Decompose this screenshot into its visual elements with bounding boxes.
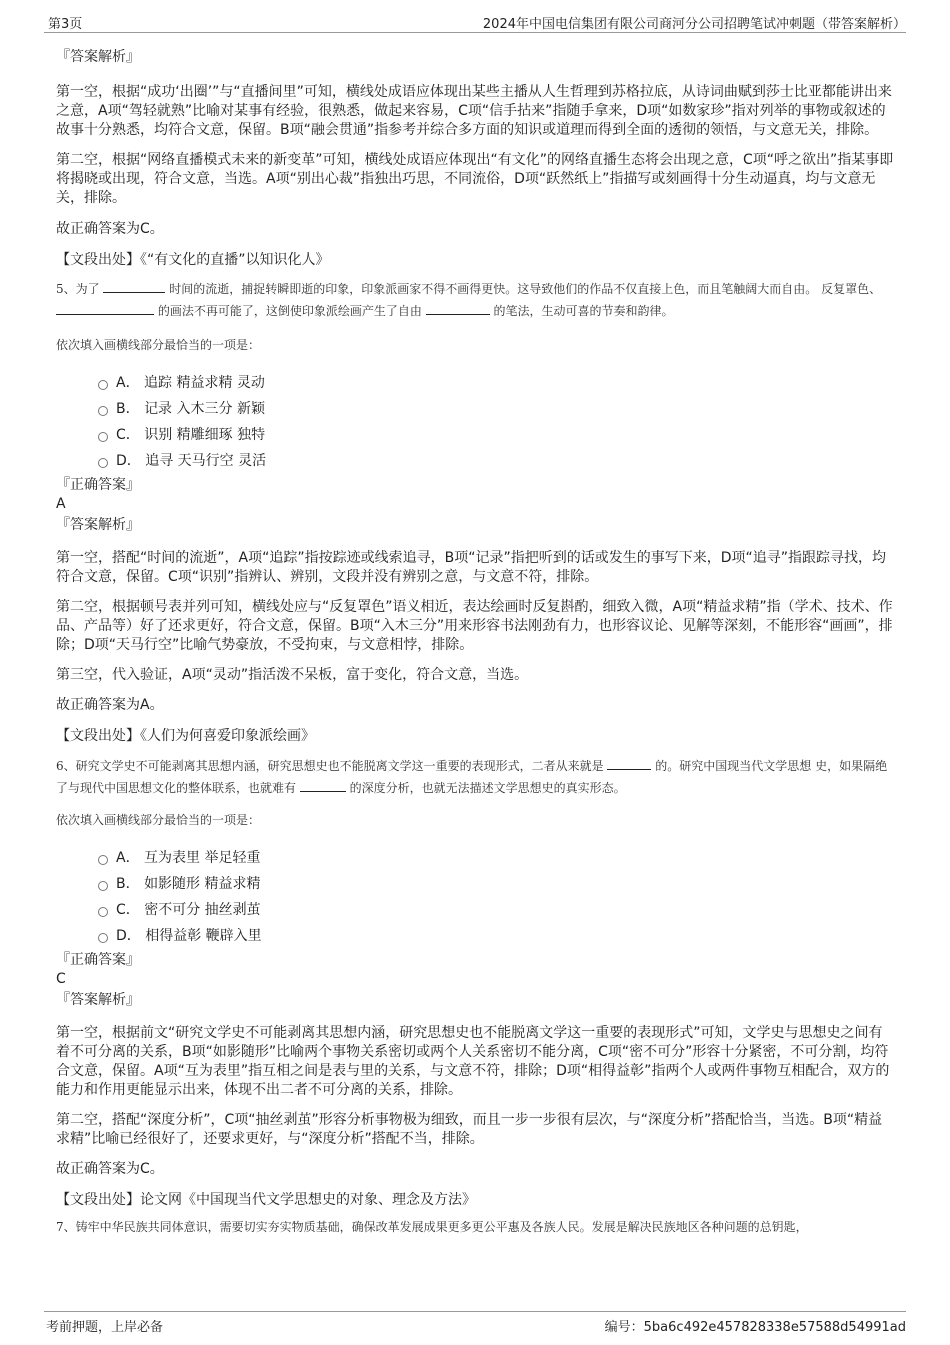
question-stem: 6、研究文学史不可能剥离其思想内涵，研究思想史也不能脱离文学这一重要的表现形式，二者从来就是 的。研究中国现当代文学思想 史，如果隔绝了与现代中国思想文化的整体联系，也就难有 的深度分析，也就无法描述文学思想史的真实形态。 bbox=[56, 755, 896, 799]
option-a[interactable]: A． 追踪 精益求精 灵动 bbox=[56, 370, 896, 396]
page-header bbox=[44, 10, 906, 33]
question-stem: 7、铸牢中华民族共同体意识，需要切实夯实物质基础，确保改革发展成果更多更公平惠及各族人民。发展是解决民族地区各种问题的总钥匙， bbox=[56, 1220, 808, 1234]
document-code: 编号：5ba6c492e457828338e57588d54991ad bbox=[604, 1320, 906, 1335]
correct-answer-label: 『正确答案』 bbox=[56, 952, 140, 968]
correct-answer: C bbox=[56, 971, 66, 987]
answer-conclusion: 故正确答案为C。 bbox=[56, 1161, 164, 1177]
source-citation: 【文段出处】《人们为何喜爱印象派绘画》 bbox=[56, 728, 315, 744]
question-prompt: 依次填入画横线部分最恰当的一项是： bbox=[56, 813, 261, 827]
fill-blank bbox=[607, 756, 651, 770]
page-footer bbox=[44, 1311, 906, 1334]
fill-blank bbox=[56, 301, 154, 315]
radio-icon[interactable] bbox=[98, 907, 108, 917]
option-d[interactable]: D． 追寻 天马行空 灵活 bbox=[56, 448, 896, 474]
analysis-paragraph: 第二空，根据顿号表并列可知，横线处应与“反复罩色”语义相近，表达绘画时反复斟酌，细致入微，A项“精益求精”指（学术、技术、作品、产品等）好了还求更好，符合文意，保留。B项“入木三分”用来形容书法刚劲有力，也形容议论、见解等深刻，不能形容“画画”，排除；D项“天马行空”比喻气势豪放，不受拘束，与文意相悖，排除。 bbox=[56, 599, 893, 653]
option-d[interactable]: D． 相得益彰 鞭辟入里 bbox=[56, 923, 896, 949]
source-citation: 【文段出处】论文网《中国现当代文学思想史的对象、理念及方法》 bbox=[56, 1192, 476, 1208]
radio-icon[interactable] bbox=[98, 933, 108, 943]
radio-icon[interactable] bbox=[98, 432, 108, 442]
fill-blank bbox=[300, 778, 346, 792]
radio-icon[interactable] bbox=[98, 380, 108, 390]
option-list bbox=[56, 845, 896, 949]
footer-slogan: 考前押题，上岸必备 bbox=[46, 1320, 164, 1335]
analysis-paragraph: 第一空，根据前文“研究文学史不可能剥离其思想内涵，研究思想史也不能脱离文学这一重要的表现形式”可知，文学史与思想史之间有着不可分离的关系，B项“如影随形”比喻两个事物关系密切或两个人关系密切不能分离，C项“密不可分”形容十分紧密，不可分割，均符合文意，保留。A项“互为表里”指互相之间是表与里的关系，与文意不符，排除；D项“相得益彰”指两个人或两件事物互相配合，双方的能力和作用更能显示出来，体现不出二者不可分离的关系，排除。 bbox=[56, 1025, 890, 1098]
analysis-label: 『答案解析』 bbox=[56, 992, 140, 1008]
radio-icon[interactable] bbox=[98, 881, 108, 891]
document-title: 2024年中国电信集团有限公司商河分公司招聘笔试冲刺题（带答案解析） bbox=[482, 17, 906, 32]
question-prompt: 依次填入画横线部分最恰当的一项是： bbox=[56, 338, 261, 352]
fill-blank bbox=[426, 301, 490, 315]
analysis-paragraph: 第二空，搭配“深度分析”，C项“抽丝剥茧”形容分析事物极为细致，而且一步一步很有层次，与“深度分析”搭配恰当，当选。B项“精益求精”比喻已经很好了，还要求更好，与“深度分析”搭配不当，排除。 bbox=[56, 1112, 883, 1147]
radio-icon[interactable] bbox=[98, 855, 108, 865]
page-number: 第3页 bbox=[48, 17, 83, 32]
radio-icon[interactable] bbox=[98, 458, 108, 468]
answer-conclusion: 故正确答案为A。 bbox=[56, 697, 164, 713]
correct-answer-label: 『正确答案』 bbox=[56, 477, 140, 493]
analysis-paragraph: 第二空，根据“网络直播模式未来的新变革”可知，横线处成语应体现出“有文化”的网络直播生态将会出现之意，C项“呼之欲出”指某事即将揭晓或出现，符合文意，当选。A项“别出心裁”指独出巧思，不同流俗，D项“跃然纸上”指描写或刻画得十分生动逼真，均与文意无关，排除。 bbox=[56, 152, 894, 206]
analysis-label: 『答案解析』 bbox=[56, 517, 140, 533]
answer-conclusion: 故正确答案为C。 bbox=[56, 221, 164, 237]
option-c[interactable]: C． 识别 精雕细琢 独特 bbox=[56, 422, 896, 448]
fill-blank bbox=[103, 279, 165, 293]
source-citation: 【文段出处】《“有文化的直播”以知识化人》 bbox=[56, 252, 330, 268]
option-b[interactable]: B． 记录 入木三分 新颖 bbox=[56, 396, 896, 422]
analysis-label: 『答案解析』 bbox=[56, 49, 140, 65]
correct-answer: A bbox=[56, 496, 66, 512]
radio-icon[interactable] bbox=[98, 406, 108, 416]
analysis-paragraph: 第三空，代入验证，A项“灵动”指活泼不呆板，富于变化，符合文意，当选。 bbox=[56, 667, 529, 683]
analysis-paragraph: 第一空，搭配“时间的流逝”，A项“追踪”指按踪迹或线索追寻，B项“记录”指把听到的话或发生的事写下来，D项“追寻”指跟踪寻找，均符合文意，保留。C项“识别”指辨认、辨别，文段并没有辨别之意，与文意不符，排除。 bbox=[56, 550, 886, 585]
option-a[interactable]: A． 互为表里 举足轻重 bbox=[56, 845, 896, 871]
analysis-paragraph: 第一空，根据“成功‘出圈’”与“直播间里”可知，横线处成语应体现出某些主播从人生哲理到苏格拉底，从诗词曲赋到莎士比亚都能讲出来之意，A项“驾轻就熟”比喻对某事有经验，很熟悉，做起来容易，C项“信手拈来”指随手拿来，D项“如数家珍”指对列举的事物或叙述的故事十分熟悉，均符合文意，保留。B项“融会贯通”指参考并综合多方面的知识或道理而得到全面的透彻的领悟，与文意无关，排除。 bbox=[56, 84, 892, 138]
option-list bbox=[56, 370, 896, 474]
option-c[interactable]: C． 密不可分 抽丝剥茧 bbox=[56, 897, 896, 923]
document-body bbox=[56, 44, 896, 1238]
option-b[interactable]: B． 如影随形 精益求精 bbox=[56, 871, 896, 897]
question-stem: 5、为了 时间的流逝，捕捉转瞬即逝的印象，印象派画家不得不画得更快。这导致他们的作品不仅直接上色，而且笔触阔大而自由。 反复罩色、 的画法不再可能了，这倒使印象派绘画产生了自由 的笔法，生动可喜的节奏和韵律。 bbox=[56, 278, 896, 322]
